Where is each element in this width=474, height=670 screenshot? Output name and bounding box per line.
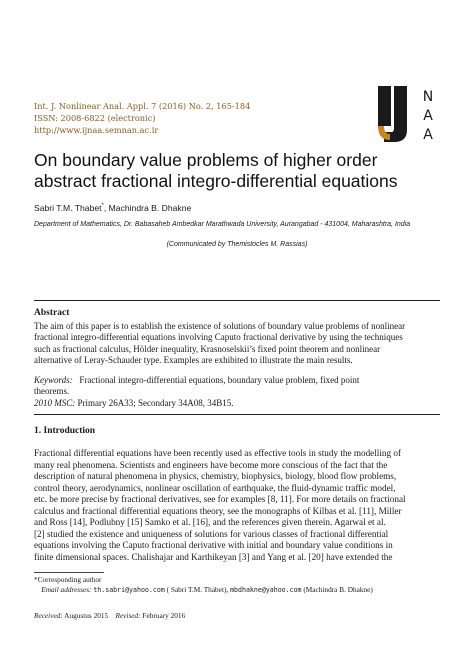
abstract-line: such as fractional calculus, Hölder inequality, Krasnoselskii’s fixed point theorem and nonlinear [34,343,381,354]
email-owner: ( Sabri T.M. Thabet), [164,585,231,594]
body-line: control theory, aerodynamics, nonlinear oscillation of earthquake, the fluid-dynamic traffic model, [34,482,396,493]
body-line: etc. be more precise by fractional derivatives, see for examples [8, 11]. For more details on fractional [34,494,406,504]
title-line: abstract fractional integro-differential equations [34,171,398,191]
communicated-by: (Communicated by Themistocles M. Rassias) [166,241,308,248]
email-link[interactable]: th.sabri@yahoo.com [93,586,165,594]
title-line: On boundary value problems of higher order [34,150,378,170]
abstract-line: fractional integro-differential equations involving Caputo fractional derivative by using the techniques [34,332,403,343]
abstract-text [34,321,442,367]
body-line: and Ross [14], Podlubny [15] Samko et al. [16], and the references given therein. Agarwal et al. [34,517,386,527]
body-line: finite dimensional spaces. Chalishajar and Karthikeyan [3] and Yang et al. [20] have extended the [34,551,393,562]
corresponding-mark: * [101,203,104,210]
author-name: Sabri T.M. Thabet [34,203,102,213]
author-name: , Machindra B. Dhakne [103,203,192,213]
received-date: Augustus 2015 [62,611,109,620]
body-line: equations involving the Caputo fractional derivative with initial and boundary value conditions in [34,540,393,550]
logo-letter-3: A [423,127,433,143]
email-owner: (Machindra B. Dhakne) [301,585,373,594]
footnote [34,575,373,595]
submission-dates [34,611,185,620]
body-line: Fractional differential equations have been recently used as effective tools in study the modelling of [34,448,402,458]
msc-value: Primary 26A33; Secondary 34A08, 34B15. [77,398,234,408]
logo-letter-2: A [423,108,433,124]
body-line: [2] studied the existence and uniqueness of solutions for various classes of fractional differential [34,528,389,539]
keywords-label: Keywords: [34,375,73,385]
journal-logo [376,84,442,146]
logo-bar-left [378,86,391,126]
body-line: calculus and fractional differential equations theory, see the monographs of Kilbas et al. [11], Miller [34,505,402,516]
journal-url[interactable]: http://www.ijnaa.semnan.ac.ir [34,125,159,135]
revised-label: Revised: [115,611,141,620]
keywords-value: Fractional integro-differential equations, boundary value problem, fixed point [79,375,360,385]
corresponding-author-note: *Corresponding author [34,575,102,584]
body-line: description of natural phenomena in physics, chemistry, biophysics, biology, blood flow problems, [34,471,397,481]
paper-title [34,150,444,192]
abstract-top-rule [34,300,440,301]
body-line: many real phenomena. Scientists and engineers have become more conscious of the fact that the [34,459,388,470]
abstract-bottom-rule [34,414,440,415]
journal-issn: ISSN: 2008-6822 (electronic) [34,113,156,123]
abstract-heading: Abstract [34,308,70,318]
logo-letter-1: N [422,89,434,105]
section-heading: 1. Introduction [34,426,96,436]
msc-label: 2010 MSC: [34,398,76,408]
affiliation: Department of Mathematics, Dr. Babasaheb Ambedkar Marathwada University, Aurangabad - 431004, Maharashtra, India [34,221,411,228]
received-label: Received: [34,611,63,620]
email-link[interactable]: mbdhakne@yahoo.com [230,586,302,594]
abstract-line: alternative of Leray-Schauder type. Examples are exhibited to illustrate the main results. [34,355,353,366]
author-list [34,203,191,213]
keywords [34,375,442,398]
msc-classification [34,398,233,408]
revised-date: February 2016 [140,611,186,620]
journal-header [34,100,250,136]
email-label: Email addresses: [41,585,92,594]
keywords-value-cont: theorems. [34,386,70,397]
footnote-rule [34,572,104,573]
abstract-line: The aim of this paper is to establish the existence of solutions of boundary value problems of nonlinear [34,321,406,331]
journal-citation: Int. J. Nonlinear Anal. Appl. 7 (2016) No. 2, 165-184 [34,101,251,111]
section-body [34,448,444,563]
